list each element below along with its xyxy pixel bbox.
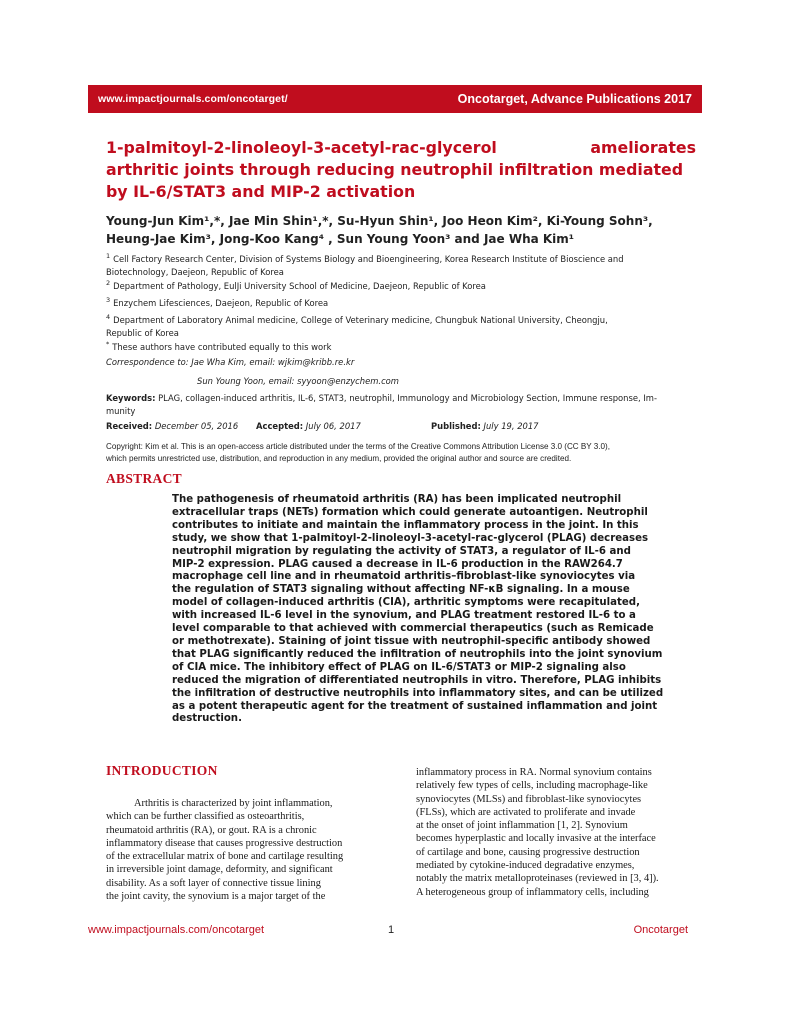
equal-contribution-mark: * <box>106 340 110 348</box>
journal-header-bar <box>88 85 702 113</box>
copyright-line-2: which permits unrestricted use, distribution, and reproduction in any medium, provided the original author and source are credited. <box>106 453 572 463</box>
abstract-line: neutrophil migration by regulating the activity of STAT3, a regulator of IL-6 and <box>172 545 631 557</box>
correspondence-label: Correspondence to: <box>106 357 189 367</box>
abstract-heading: ABSTRACT <box>106 471 182 486</box>
author-line-1: Young-Jun Kim¹,*, Jae Min Shin¹,*, Su-Hyun Shin¹, Joo Heon Kim², Ki-Young Sohn³, <box>106 214 653 228</box>
received-date <box>106 421 238 431</box>
abstract-line: MIP-2 expression. PLAG caused a decrease in IL-6 production in the RAW264.7 <box>172 558 623 570</box>
intro-right-line: mediated by cytokine-induced degradative enzymes, <box>416 860 635 872</box>
equal-contribution-text: These authors have contributed equally to this work <box>112 342 332 352</box>
intro-left-line: in irreversible joint damage, deformity, and significant <box>106 864 333 876</box>
journal-url-link[interactable]: www.impactjournals.com/oncotarget/ <box>98 93 288 105</box>
published-date <box>431 421 539 431</box>
affiliation-text-cont: Republic of Korea <box>106 327 179 338</box>
abstract-line: extracellular traps (NETs) formation which could generate autoantigen. Neutrophil <box>172 506 648 518</box>
author-list <box>106 212 696 248</box>
copyright-notice <box>106 441 696 464</box>
abstract-line: reduced the migration of differentiated neutrophils in vitro. Therefore, PLAG inhibits <box>172 674 662 686</box>
abstract-line: destruction. <box>172 713 242 725</box>
introduction-heading: INTRODUCTION <box>106 763 218 778</box>
intro-right-line: inflammatory process in RA. Normal synovium contains <box>416 767 652 778</box>
keywords-line-2: munity <box>106 405 136 416</box>
abstract-line: contributes to initiate and maintain the inflammatory process in the joint. In this <box>172 519 639 531</box>
published-value: July 19, 2017 <box>483 421 539 431</box>
received-label: Received: <box>106 421 153 431</box>
abstract-line: level comparable to that achieved with commercial therapeutics (such as Remicade <box>172 623 654 635</box>
equal-contribution-note <box>106 338 696 354</box>
footer-journal-name: Oncotarget <box>633 924 688 936</box>
keywords-label: Keywords: <box>106 393 156 403</box>
abstract-line: or methotrexate). Staining of joint tissue with neutrophil-specific antibody showed <box>172 635 651 647</box>
title-line-2: arthritic joints through reducing neutrophil infiltration mediated <box>106 160 684 179</box>
keywords <box>106 392 696 417</box>
page-number: 1 <box>388 924 395 936</box>
accepted-date <box>256 421 361 431</box>
correspondence-second <box>197 375 697 388</box>
accepted-value: July 06, 2017 <box>305 421 361 431</box>
intro-right-line: synoviocytes (MLSs) and fibroblast-like synoviocytes <box>416 793 642 805</box>
affiliation-text: Department of Pathology, EulJi University School of Medicine, Daejeon, Republic of Korea <box>113 281 486 291</box>
received-value: December 05, 2016 <box>154 421 239 431</box>
intro-right-line: (FLSs), which are activated to proliferate and invade <box>416 806 636 818</box>
page-footer <box>88 924 702 940</box>
title-line-1 <box>106 137 696 159</box>
intro-left-line: inflammatory disease that causes progressive destruction <box>106 837 343 849</box>
affiliation-3 <box>106 294 696 310</box>
intro-left-line: the joint cavity, the synovium is a major target of the <box>106 891 326 903</box>
intro-left-line: which can be further classified as osteoarthritis, <box>106 811 305 823</box>
abstract-line: that PLAG significantly reduced the infiltration of neutrophils into the joint synovium <box>172 648 663 660</box>
introduction-right-column <box>416 766 696 899</box>
author-line-2: Heung-Jae Kim³, Jong-Koo Kang⁴ , Sun Young Yoon³ and Jae Wha Kim¹ <box>106 232 575 246</box>
journal-name: Oncotarget, Advance Publications 2017 <box>457 92 692 106</box>
affiliation-2 <box>106 277 696 293</box>
keywords-line-1: PLAG, collagen-induced arthritis, IL-6, STAT3, neutrophil, Immunology and Microbiology Section, Immune response, Im- <box>158 393 657 403</box>
correspondence <box>106 356 696 369</box>
intro-left-line: rheumatoid arthritis (RA), or gout. RA is a chronic <box>106 824 317 836</box>
title-line-3: by IL-6/STAT3 and MIP-2 activation <box>106 182 416 201</box>
affiliation-number: 3 <box>106 296 111 304</box>
abstract-body <box>172 494 664 726</box>
abstract-line: study, we show that 1-palmitoyl-2-linoleoyl-3-acetyl-rac-glycerol (PLAG) decreases <box>172 532 649 544</box>
affiliation-text: Cell Factory Research Center, Division of Systems Biology and Bioengineering, Korea Research Institute of Bioscience and <box>113 254 624 264</box>
intro-right-line: of cartilage and bone, causing progressive destruction <box>416 846 640 858</box>
affiliation-number: 1 <box>106 252 111 260</box>
intro-right-line: notably the matrix metalloproteinases (reviewed in [3, 4]). <box>416 873 659 885</box>
intro-right-line: becomes hyperplastic and locally invasive at the interface <box>416 833 656 845</box>
copyright-line-1: Copyright: Kim et al. This is an open-access article distributed under the terms of the Creative Commons Attribution License 3.0 (CC BY 3.0), <box>106 442 610 451</box>
abstract-line: the regulation of STAT3 signaling without affecting NF-κB signaling. In a mouse <box>172 584 630 596</box>
abstract-line: macrophage cell line and in rheumatoid arthritis–fibroblast-like synoviocytes via <box>172 571 636 583</box>
introduction-left-column <box>106 797 376 903</box>
abstract-line: the infiltration of destructive neutrophils into inflammatory sites, and can be utilized <box>172 687 664 699</box>
correspondence-line-2[interactable]: Sun Young Yoon, email: syyoon@enzychem.com <box>197 376 399 386</box>
affiliation-text: Department of Laboratory Animal medicine, College of Veterinary medicine, Chungbuk National University, Cheongju, <box>113 315 608 325</box>
intro-right-line: A heterogeneous group of inflammatory cells, including <box>416 886 649 898</box>
title-line-1a: 1-palmitoyl-2-linoleoyl-3-acetyl-rac-glycerol <box>106 138 497 157</box>
affiliation-number: 2 <box>106 279 111 287</box>
intro-left-line: Arthritis is characterized by joint inflammation, <box>134 798 333 809</box>
affiliation-4 <box>106 311 696 339</box>
accepted-label: Accepted: <box>256 421 304 431</box>
abstract-line: of CIA mice. The inhibitory effect of PLAG on IL-6/STAT3 or MIP-2 signaling also <box>172 661 626 673</box>
affiliation-number: 4 <box>106 313 111 321</box>
published-label: Published: <box>431 421 481 431</box>
article-title <box>106 137 696 203</box>
abstract-line: The pathogenesis of rheumatoid arthritis (RA) has been implicated neutrophil <box>172 494 622 505</box>
intro-left-line: of the extracellular matrix of bone and cartilage resulting <box>106 851 344 863</box>
abstract-line: with increased IL-6 level in the synovium, and PLAG treatment restored IL-6 to a <box>172 610 636 622</box>
affiliation-1 <box>106 250 696 278</box>
title-line-1b: ameliorates <box>590 138 696 157</box>
abstract-line: as a potent therapeutic agent for the treatment of sustained inflammation and joint <box>172 700 658 712</box>
affiliation-text: Enzychem Lifesciences, Daejeon, Republic of Korea <box>113 298 329 308</box>
intro-left-line: disability. As a soft layer of connective tissue lining <box>106 877 321 889</box>
footer-url-link[interactable]: www.impactjournals.com/oncotarget <box>88 924 265 936</box>
intro-right-line: relatively few types of cells, including macrophage-like <box>416 780 648 792</box>
intro-right-line: at the onset of joint inflammation [1, 2]. Synovium <box>416 820 628 832</box>
affiliation-text-cont: Biotechnology, Daejeon, Republic of Korea <box>106 266 284 277</box>
abstract-line: model of collagen-induced arthritis (CIA), arthritic symptoms were recapitulated, <box>172 597 640 609</box>
correspondence-line-1[interactable]: Jae Wha Kim, email: wjkim@kribb.re.kr <box>191 357 355 367</box>
